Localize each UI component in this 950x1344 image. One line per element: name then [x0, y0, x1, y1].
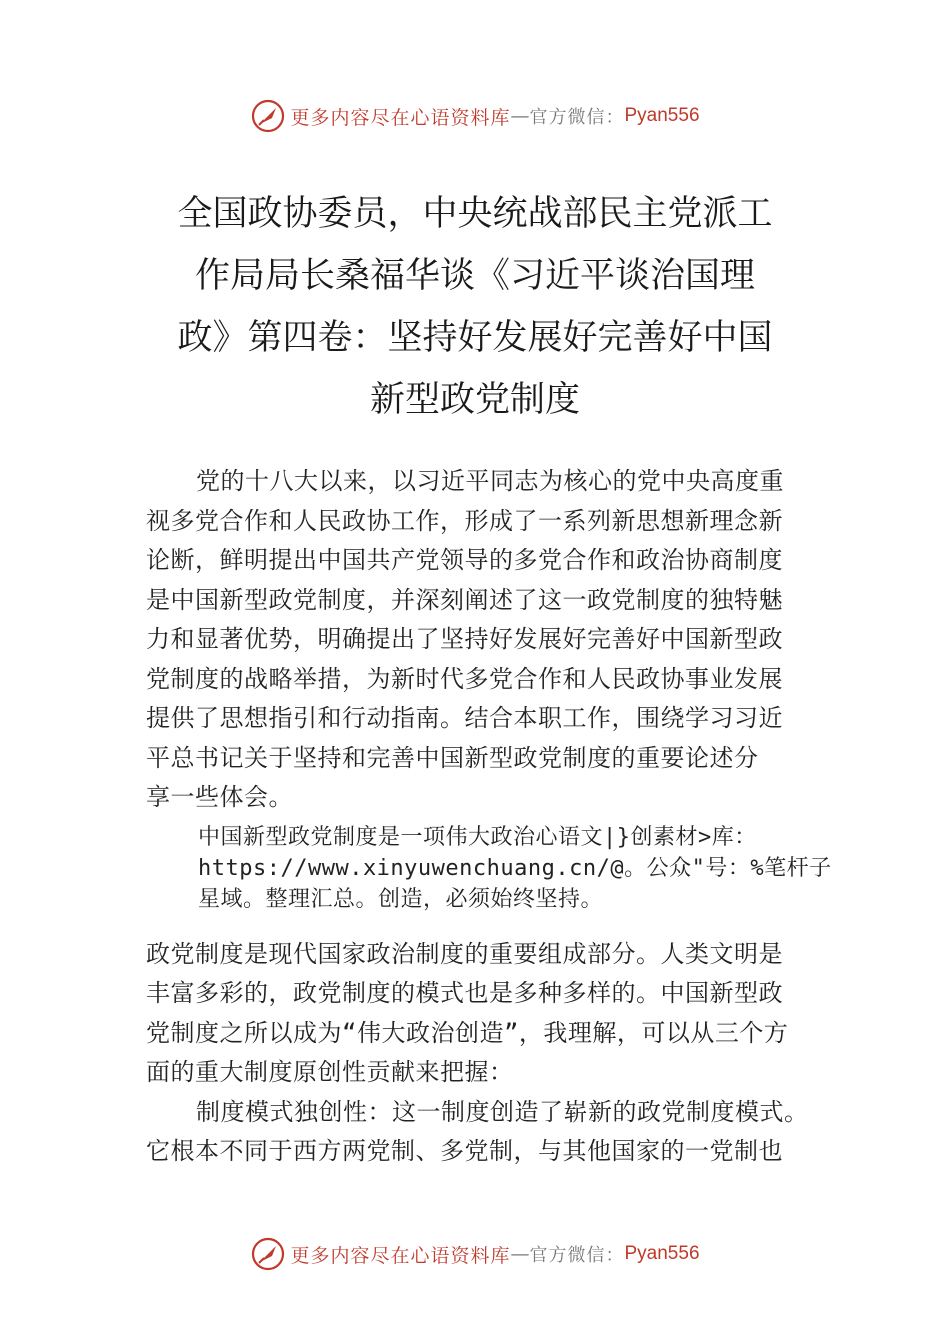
- text-line: 制度模式独创性：这一制度创造了崭新的政党制度模式。: [196, 1097, 809, 1126]
- text-line: 它根本不同于西方两党制、多党制，与其他国家的一党制也: [146, 1137, 783, 1165]
- paragraph-2: [146, 935, 826, 1093]
- banner-main-text: 更多内容尽在心语资料库: [290, 106, 511, 129]
- banner-main-text: 更多内容尽在心语资料库: [290, 1244, 511, 1267]
- quill-logo-icon: [250, 1236, 286, 1272]
- text-line: 丰富多彩的，政党制度的模式也是多种多样的。中国新型政: [146, 979, 783, 1007]
- quill-logo-icon: [250, 98, 286, 134]
- banner-separator: —: [510, 1243, 530, 1265]
- text-line: 视多党合作和人民政协工作，形成了一系列新思想新理念新: [146, 506, 783, 535]
- quote-line: https://www.xinyuwenchuang.cn/@。公众"号：%笔杆子: [198, 855, 832, 881]
- text-line: 平总书记关于坚持和完善中国新型政党制度的重要论述分: [146, 743, 759, 772]
- inserted-watermark-quote: [198, 822, 832, 915]
- text-line: 是中国新型政党制度，并深刻阐述了这一政党制度的独特魅: [146, 585, 783, 614]
- banner-separator: —: [510, 105, 530, 127]
- banner-wechat-label: 官方微信：: [529, 1245, 625, 1266]
- text-line: 党制度的战略举措，为新时代多党合作和人民政协事业发展: [146, 664, 783, 693]
- text-line: 提供了思想指引和行动指南。结合本职工作，围绕学习习近: [146, 704, 783, 732]
- header-banner: [0, 96, 950, 136]
- banner-wechat-id: Pyan556: [624, 1243, 700, 1264]
- text-line: 面的重大制度原创性贡献来把握：: [146, 1058, 514, 1086]
- text-line: 党制度之所以成为“伟大政治创造”，我理解，可以从三个方: [146, 1018, 789, 1047]
- quote-line: 星域。整理汇总。创造，必须始终坚持。: [198, 886, 604, 912]
- text-line: 政党制度是现代国家政治制度的重要组成部分。人类文明是: [146, 939, 783, 968]
- text-line: 享一些体会。: [146, 783, 293, 811]
- text-line: 论断，鲜明提出中国共产党领导的多党合作和政治协商制度: [146, 546, 783, 574]
- footer-banner: [0, 1234, 950, 1274]
- banner-wechat-label: 官方微信：: [529, 107, 625, 128]
- text-line: 党的十八大以来，以习近平同志为核心的党中央高度重: [196, 467, 784, 495]
- title-line: 新型政党制度: [369, 380, 580, 420]
- title-line: 全国政协委员，中央统战部民主党派工: [177, 194, 773, 234]
- title-line: 政》第四卷：坚持好发展好完善好中国: [177, 318, 773, 358]
- paragraph-1: [146, 462, 826, 818]
- document-title: [150, 183, 800, 431]
- banner-wechat-id: Pyan556: [624, 105, 700, 126]
- quote-line: 中国新型政党制度是一项伟大政治心语文|}创素材>库：: [198, 824, 757, 850]
- document-body: [146, 462, 832, 1172]
- title-line: 作局局长桑福华谈《习近平谈治国理: [194, 256, 755, 296]
- paragraph-3: [146, 1093, 826, 1172]
- text-line: 力和显著优势，明确提出了坚持好发展好完善好中国新型政: [146, 625, 783, 653]
